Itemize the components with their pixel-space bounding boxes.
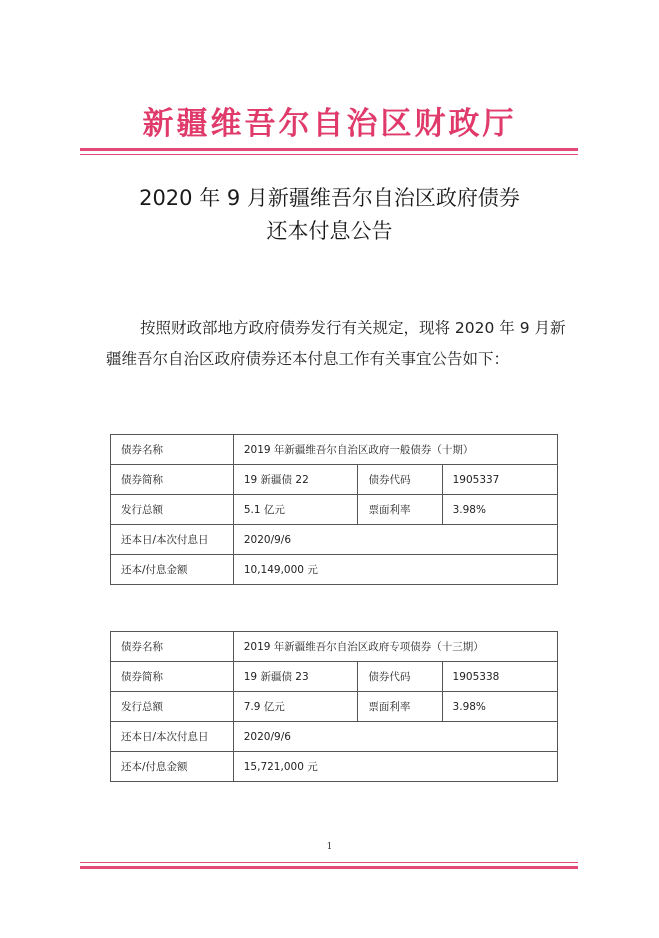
bond-code-label: 债券代码 (358, 465, 442, 495)
header-divider-thin (80, 154, 578, 155)
issue-total-label: 发行总额 (111, 495, 234, 525)
bond-code-label: 债券代码 (358, 662, 442, 692)
table-row (111, 722, 558, 752)
table-row (111, 752, 558, 782)
payment-date-value: 2020/9/6 (233, 525, 557, 555)
issue-total-value: 5.1 亿元 (233, 495, 358, 525)
payment-date-value: 2020/9/6 (233, 722, 557, 752)
table-row (111, 495, 558, 525)
issue-total-value: 7.9 亿元 (233, 692, 358, 722)
table-row (111, 555, 558, 585)
issue-total-label: 发行总额 (111, 692, 234, 722)
payment-amount-label: 还本/付息金额 (111, 752, 234, 782)
table-row (111, 525, 558, 555)
table-row (111, 692, 558, 722)
payment-date-label: 还本日/本次付息日 (111, 722, 234, 752)
announcement-text: 按照财政部地方政府债券发行有关规定，现将 2020 年 9 月新疆维吾尔自治区政府债券还本付息工作有关事宜公告如下： (106, 319, 566, 368)
issuer-header-title: 新疆维吾尔自治区财政厅 (142, 106, 517, 142)
bond-table-1 (110, 434, 558, 585)
coupon-rate-value: 3.98% (442, 495, 557, 525)
page-number: 1 (326, 842, 333, 852)
bond-short-name-value: 19 新疆债 23 (233, 662, 358, 692)
table-row (111, 465, 558, 495)
bond-short-name-value: 19 新疆债 22 (233, 465, 358, 495)
payment-amount-label: 还本/付息金额 (111, 555, 234, 585)
footer-divider-thin (80, 862, 578, 863)
bond-table-2 (110, 631, 558, 782)
bond-name-label: 债券名称 (111, 435, 234, 465)
payment-amount-value: 15,721,000 元 (233, 752, 557, 782)
payment-amount-value: 10,149,000 元 (233, 555, 557, 585)
coupon-rate-value: 3.98% (442, 692, 557, 722)
table-row (111, 435, 558, 465)
header-divider-thick (80, 148, 578, 151)
coupon-rate-label: 票面利率 (358, 495, 442, 525)
bond-short-name-label: 债券简称 (111, 662, 234, 692)
bond-name-label: 债券名称 (111, 632, 234, 662)
footer-divider-thick (80, 866, 578, 869)
bond-name-value: 2019 年新疆维吾尔自治区政府专项债券（十三期） (233, 632, 557, 662)
table-row (111, 632, 558, 662)
document-title-line-1: 2020 年 9 月新疆维吾尔自治区政府债券 (139, 186, 520, 210)
bond-code-value: 1905337 (442, 465, 557, 495)
bond-short-name-label: 债券简称 (111, 465, 234, 495)
table-row (111, 662, 558, 692)
bond-code-value: 1905338 (442, 662, 557, 692)
coupon-rate-label: 票面利率 (358, 692, 442, 722)
document-title-line-2: 还本付息公告 (266, 219, 393, 243)
bond-name-value: 2019 年新疆维吾尔自治区政府一般债券（十期） (233, 435, 557, 465)
payment-date-label: 还本日/本次付息日 (111, 525, 234, 555)
announcement-paragraph (106, 313, 576, 375)
